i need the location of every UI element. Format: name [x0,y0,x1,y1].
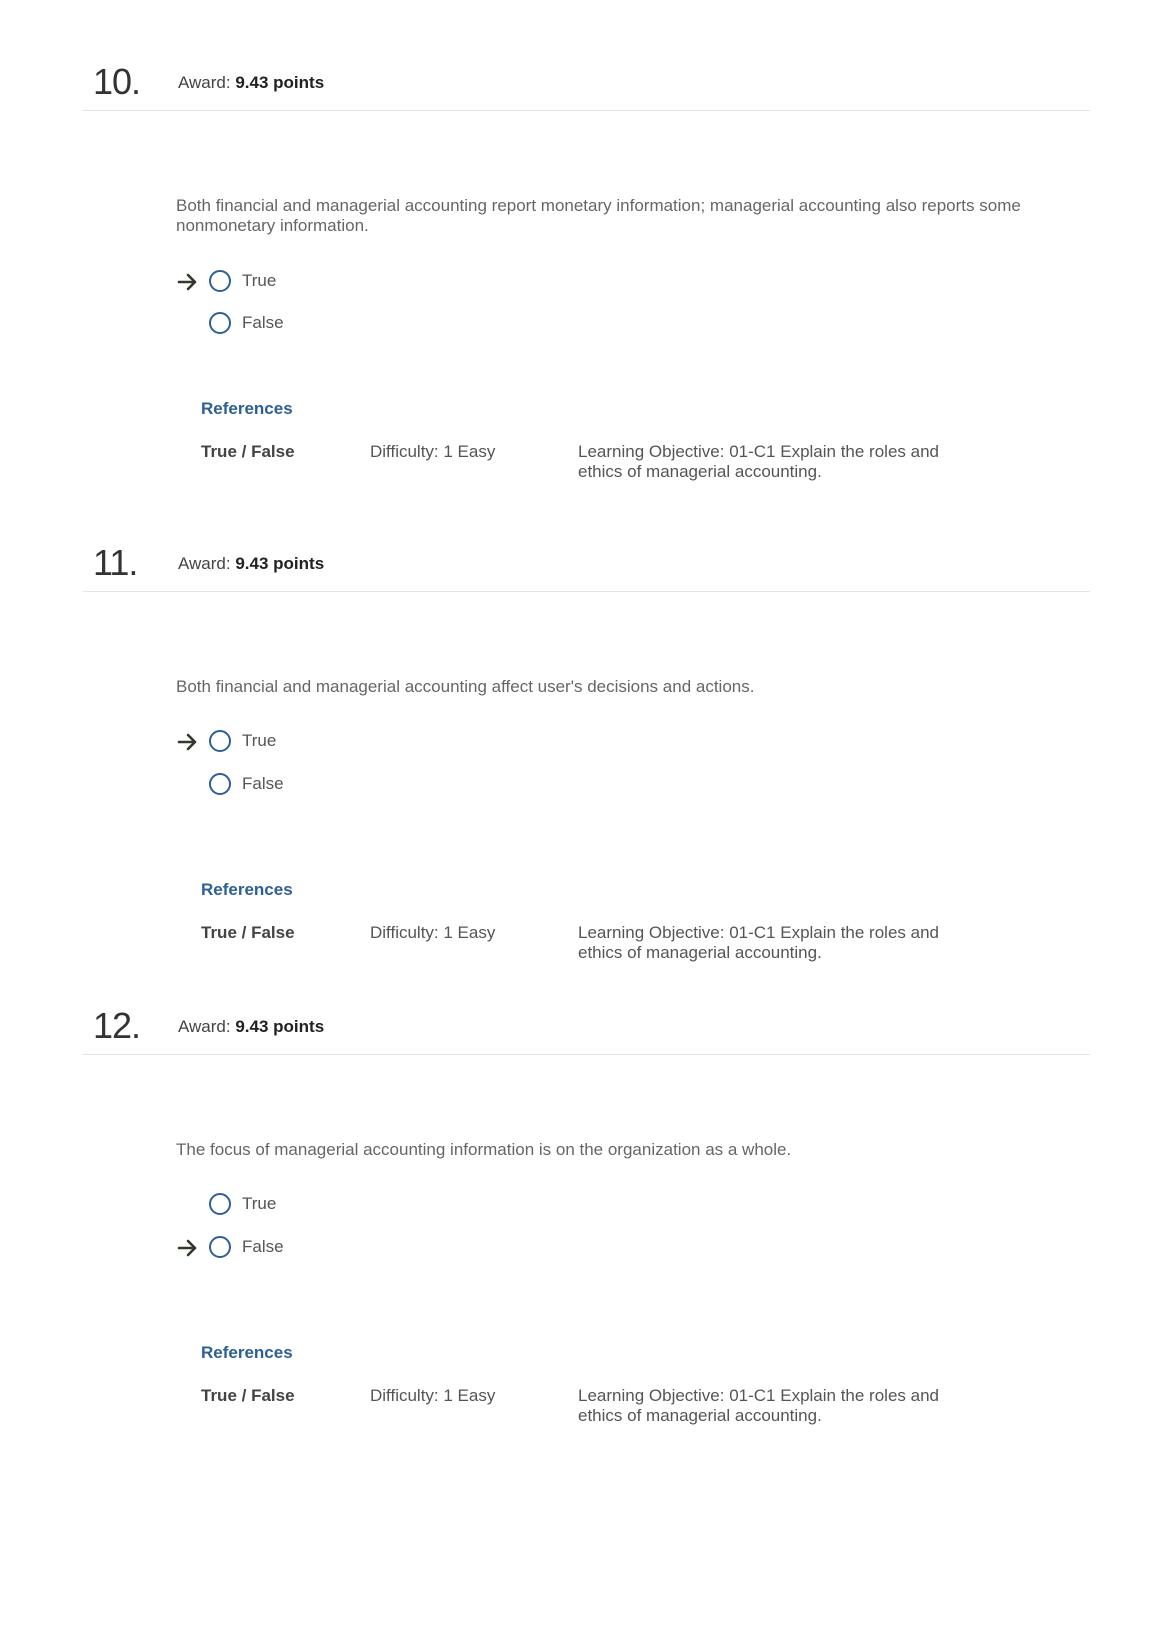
choice-label: True [242,271,277,290]
difficulty: Difficulty: 1 Easy [370,442,496,461]
learning-objective: Learning Objective: 01-C1 Explain the roles and ethics of managerial accounting. [578,1386,939,1425]
award [178,72,324,94]
difficulty: Difficulty: 1 Easy [370,1386,496,1405]
references-heading: References [201,399,293,418]
award-label: Award: [178,1017,231,1036]
radio-icon[interactable] [209,1193,231,1215]
choice-false[interactable] [176,310,476,338]
question-10 [0,62,1157,522]
question-header [83,543,1090,592]
choice-false[interactable] [176,1234,476,1262]
choice-true[interactable] [176,268,476,296]
choice-label: True [242,731,277,750]
choice-label: True [242,1194,277,1213]
choice-true[interactable] [176,728,476,756]
award [178,1016,324,1038]
question-header [83,62,1090,111]
choice-label: False [242,774,284,793]
radio-icon[interactable] [209,270,231,292]
references-heading: References [201,880,293,899]
question-number: 12. [93,1005,141,1046]
award-label: Award: [178,554,231,573]
arrow-right-icon [176,1236,200,1260]
learning-objective: Learning Objective: 01-C1 Explain the roles and ethics of managerial accounting. [578,923,939,962]
radio-icon[interactable] [209,730,231,752]
question-type: True / False [201,442,295,461]
question-text: Both financial and managerial accounting affect user's decisions and actions. [176,677,755,696]
question-text: The focus of managerial accounting information is on the organization as a whole. [176,1140,792,1159]
question-type: True / False [201,1386,295,1405]
question-11 [0,543,1157,1003]
choice-true[interactable] [176,1191,476,1219]
question-text: Both financial and managerial accounting report monetary information; managerial accounting also reports some nonmonetary information. [176,196,1021,235]
learning-objective: Learning Objective: 01-C1 Explain the roles and ethics of managerial accounting. [578,442,939,481]
award-points: 9.43 points [235,554,325,573]
choice-label: False [242,1237,284,1256]
choice-label: False [242,313,284,332]
award-points: 9.43 points [235,73,325,92]
question-type: True / False [201,923,295,942]
award [178,553,324,575]
award-label: Award: [178,73,231,92]
question-12 [0,1006,1157,1466]
arrow-right-icon [176,270,200,294]
radio-icon[interactable] [209,773,231,795]
question-number: 10. [93,61,141,102]
radio-icon[interactable] [209,1236,231,1258]
arrow-right-icon [176,730,200,754]
difficulty: Difficulty: 1 Easy [370,923,496,942]
award-points: 9.43 points [235,1017,325,1036]
references-heading: References [201,1343,293,1362]
choice-false[interactable] [176,771,476,799]
radio-icon[interactable] [209,312,231,334]
question-header [83,1006,1090,1055]
question-number: 11. [93,542,138,583]
